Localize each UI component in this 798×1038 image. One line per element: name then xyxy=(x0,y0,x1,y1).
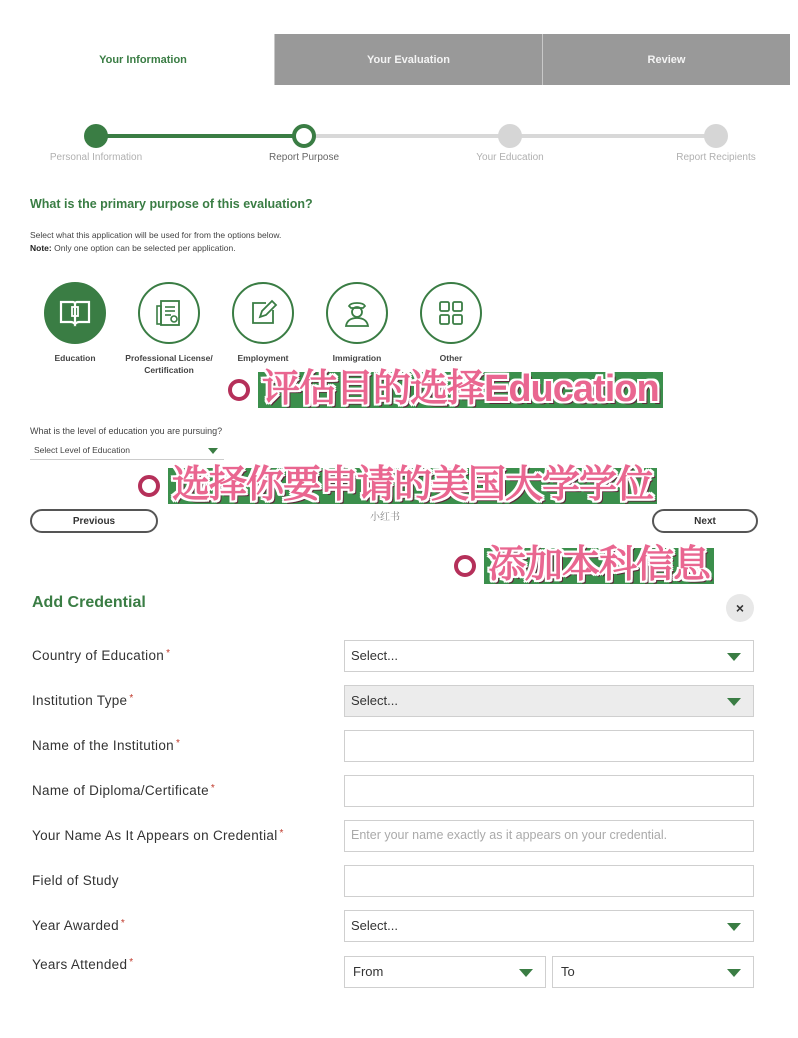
institution-name-label xyxy=(32,738,180,753)
step-label: Report Recipients xyxy=(676,152,756,163)
purpose-label: Professional License/ Certification xyxy=(125,353,213,375)
years-attended-label xyxy=(32,957,133,972)
purpose-question: What is the primary purpose of this evaluation? xyxy=(30,197,313,211)
required-marker: * xyxy=(129,693,134,704)
institution-type-value: Select... xyxy=(351,693,398,708)
field-of-study-label xyxy=(32,873,119,888)
caption-credential xyxy=(454,544,714,588)
field-label-text: Institution Type xyxy=(32,693,128,708)
instruction-text: Select what this application will be used for from the options below. xyxy=(30,230,282,240)
progress-track-done xyxy=(96,134,304,138)
field-label-text: Field of Study xyxy=(32,873,119,888)
close-icon[interactable]: × xyxy=(726,594,754,622)
purpose-label: Immigration xyxy=(332,353,382,363)
note-label: Note: xyxy=(30,243,52,253)
field-label-text: Country of Education xyxy=(32,648,165,663)
purpose-label: Education xyxy=(54,353,96,363)
education-level-question: What is the level of education you are pursuing? xyxy=(30,426,223,436)
year-awarded-label xyxy=(32,918,125,933)
caption-text: 选择你要申请的美国大学学位 xyxy=(168,468,657,504)
country-select[interactable] xyxy=(344,640,754,672)
country-select-value: Select... xyxy=(351,648,398,663)
bullet-ring-icon xyxy=(228,379,250,401)
step-label: Your Education xyxy=(476,152,544,163)
year-awarded-select[interactable] xyxy=(344,910,754,942)
step-dot-personal-information xyxy=(84,124,108,148)
step-tabs xyxy=(12,34,790,85)
field-label-text: Year Awarded xyxy=(32,918,119,933)
purpose-option-immigration[interactable] xyxy=(312,282,402,364)
caption-degree xyxy=(138,464,657,508)
purpose-option-education[interactable] xyxy=(30,282,120,364)
watermark: 小红书 xyxy=(370,512,400,523)
tab-your-information[interactable]: Your Information xyxy=(12,34,274,85)
previous-button[interactable]: Previous xyxy=(30,509,158,533)
chevron-down-icon xyxy=(727,969,741,977)
note-text xyxy=(30,242,281,255)
chevron-down-icon xyxy=(727,698,741,706)
required-marker: * xyxy=(210,783,216,794)
credential-name-label xyxy=(32,828,284,843)
required-marker: * xyxy=(175,738,181,749)
chevron-down-icon xyxy=(727,653,741,661)
years-from-select[interactable] xyxy=(344,956,546,988)
required-marker: * xyxy=(279,828,284,839)
add-credential-title: Add Credential xyxy=(32,594,146,611)
step-dot-report-recipients xyxy=(704,124,728,148)
tab-review[interactable]: Review xyxy=(542,34,790,85)
purpose-label: Employment xyxy=(237,353,289,363)
step-dot-your-education xyxy=(498,124,522,148)
institution-type-select[interactable] xyxy=(344,685,754,717)
bullet-ring-icon xyxy=(138,475,160,497)
institution-type-label xyxy=(32,693,134,708)
progress-stepper xyxy=(0,118,798,178)
purpose-option-other[interactable] xyxy=(406,282,496,364)
caption-text: 评估目的选择Education xyxy=(258,372,663,408)
education-level-select[interactable] xyxy=(30,442,224,460)
purpose-option-employment[interactable] xyxy=(218,282,308,364)
diploma-label xyxy=(32,783,215,798)
field-label-text: Name of the Institution xyxy=(32,738,174,753)
certificate-icon xyxy=(138,282,200,344)
caption-text: 添加本科信息 xyxy=(484,548,714,584)
field-label-text: Your Name As It Appears on Credential xyxy=(32,828,278,843)
required-marker: * xyxy=(120,918,126,929)
step-label: Personal Information xyxy=(49,152,143,163)
diploma-input[interactable] xyxy=(344,775,754,807)
years-to-value: To xyxy=(561,964,575,979)
country-label xyxy=(32,648,170,663)
chevron-down-icon xyxy=(519,969,533,977)
years-from-value: From xyxy=(353,964,384,979)
year-awarded-value: Select... xyxy=(351,918,398,933)
chevron-down-icon xyxy=(208,448,218,454)
field-of-study-input[interactable] xyxy=(344,865,754,897)
required-marker: * xyxy=(129,957,134,968)
step-label: Report Purpose xyxy=(268,152,340,163)
book-icon xyxy=(44,282,106,344)
required-marker: * xyxy=(166,648,171,659)
officer-icon xyxy=(326,282,388,344)
step-dot-report-purpose xyxy=(292,124,316,148)
chevron-down-icon xyxy=(727,923,741,931)
purpose-label: Other xyxy=(439,353,463,363)
next-button[interactable]: Next xyxy=(652,509,758,533)
field-label-text: Years Attended xyxy=(32,957,128,972)
tab-your-evaluation[interactable]: Your Evaluation xyxy=(274,34,542,85)
grid-icon xyxy=(420,282,482,344)
institution-name-input[interactable] xyxy=(344,730,754,762)
credential-name-input[interactable]: Enter your name exactly as it appears on your credential. xyxy=(344,820,754,852)
bullet-ring-icon xyxy=(454,555,476,577)
edit-icon xyxy=(232,282,294,344)
field-label-text: Name of Diploma/Certificate xyxy=(32,783,209,798)
caption-purpose xyxy=(228,368,663,412)
years-to-select[interactable] xyxy=(552,956,754,988)
purpose-instructions xyxy=(30,229,281,255)
purpose-option-professional-license[interactable] xyxy=(124,282,214,376)
note-body: Only one option can be selected per application. xyxy=(51,243,236,253)
education-level-placeholder: Select Level of Education xyxy=(34,445,130,455)
